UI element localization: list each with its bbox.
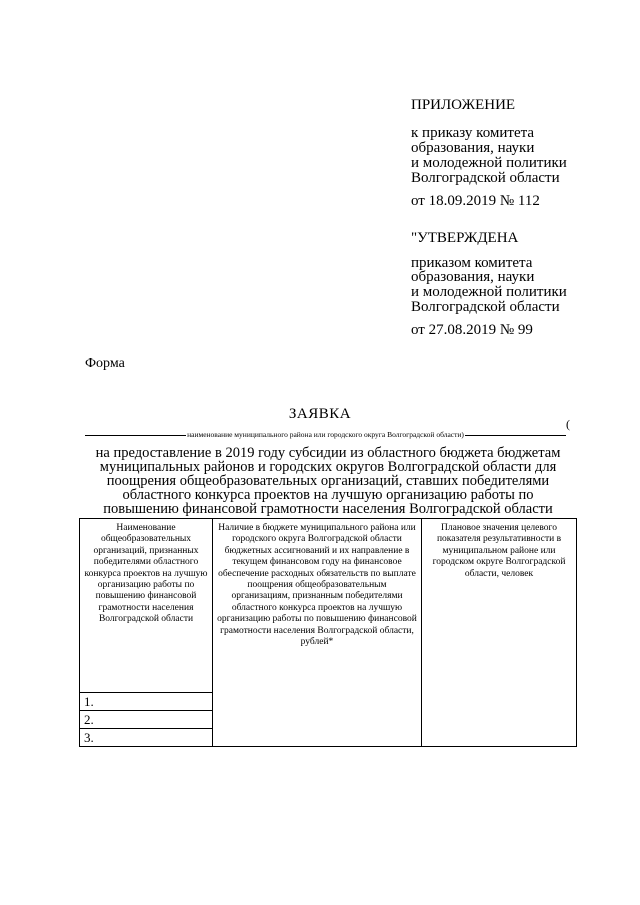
col-header-organizations: Наименование общеобразовательных организаций, признанных победителями областного конкурса проектов на лучшую организацию работы по повышению финансовой грамотности населения Волгоградской области — [80, 519, 213, 693]
col-header-target-text: Плановое значения целевого показателя результативности в муниципальном районе или городском округе Волгоградской области, человек — [432, 523, 566, 579]
order-date: от 18.09.2019 № 112 — [411, 193, 540, 209]
paren-mark: ( — [566, 417, 570, 431]
approved-by-line-3: и молодежной политики — [411, 284, 567, 300]
row-number[interactable]: 2. — [80, 711, 213, 729]
approved-by-line-4: Волгоградской области — [411, 299, 560, 315]
description-line-3: поощрения общеобразовательных организаций, ставших победителями — [106, 473, 550, 489]
to-order-line-4: Волгоградской области — [411, 170, 560, 186]
description-line-4: областного конкурса проектов на лучшую организацию работы по — [122, 487, 534, 503]
approved-heading: "УТВЕРЖДЕНА — [411, 230, 519, 246]
table-header-row — [80, 519, 577, 693]
fill-in-caption-text: наименование муниципального района или городского округа Волгоградской области) — [187, 430, 464, 439]
form-label: Форма — [85, 356, 125, 371]
approved-date: от 27.08.2019 № 99 — [411, 322, 533, 338]
appendix-heading: ПРИЛОЖЕНИЕ — [411, 97, 516, 113]
request-description — [82, 446, 574, 516]
col-header-target — [422, 519, 577, 747]
col-header-budget-text: Наличие в бюджете муниципального района или городского округа Волгоградской области бюджетных ассигнований и их направление в текущем финансовом году на финансовое обеспечение расходных обязательств по выплате поощрения общеобразовательным организациям, признанным победителями областного конкурса проектов на лучшую организацию работы по повышению финансовой грамотности населения Волгоградской области, рублей* — [217, 523, 417, 648]
description-line-5: повышению финансовой грамотности населения Волгоградской области — [103, 501, 553, 517]
document-title: ЗАЯВКА — [288, 406, 352, 422]
approved-by-line-1: приказом комитета — [411, 255, 533, 271]
fill-in-caption — [85, 430, 566, 439]
col-header-budget — [213, 519, 422, 747]
to-order-line-3: и молодежной политики — [411, 155, 567, 171]
approved-by-line-2: образования, науки — [411, 269, 535, 285]
to-order-line-1: к приказу комитета — [411, 125, 535, 141]
description-line-1: на предоставление в 2019 году субсидии из областного бюджета бюджетам — [95, 445, 561, 461]
to-order-line-2: образования, науки — [411, 140, 535, 156]
description-line-2: муниципальных районов и городских округов Волгоградской области для — [99, 459, 557, 475]
row-number[interactable]: 1. — [80, 693, 213, 711]
row-number[interactable]: 3. — [80, 729, 213, 747]
application-table — [79, 518, 577, 747]
